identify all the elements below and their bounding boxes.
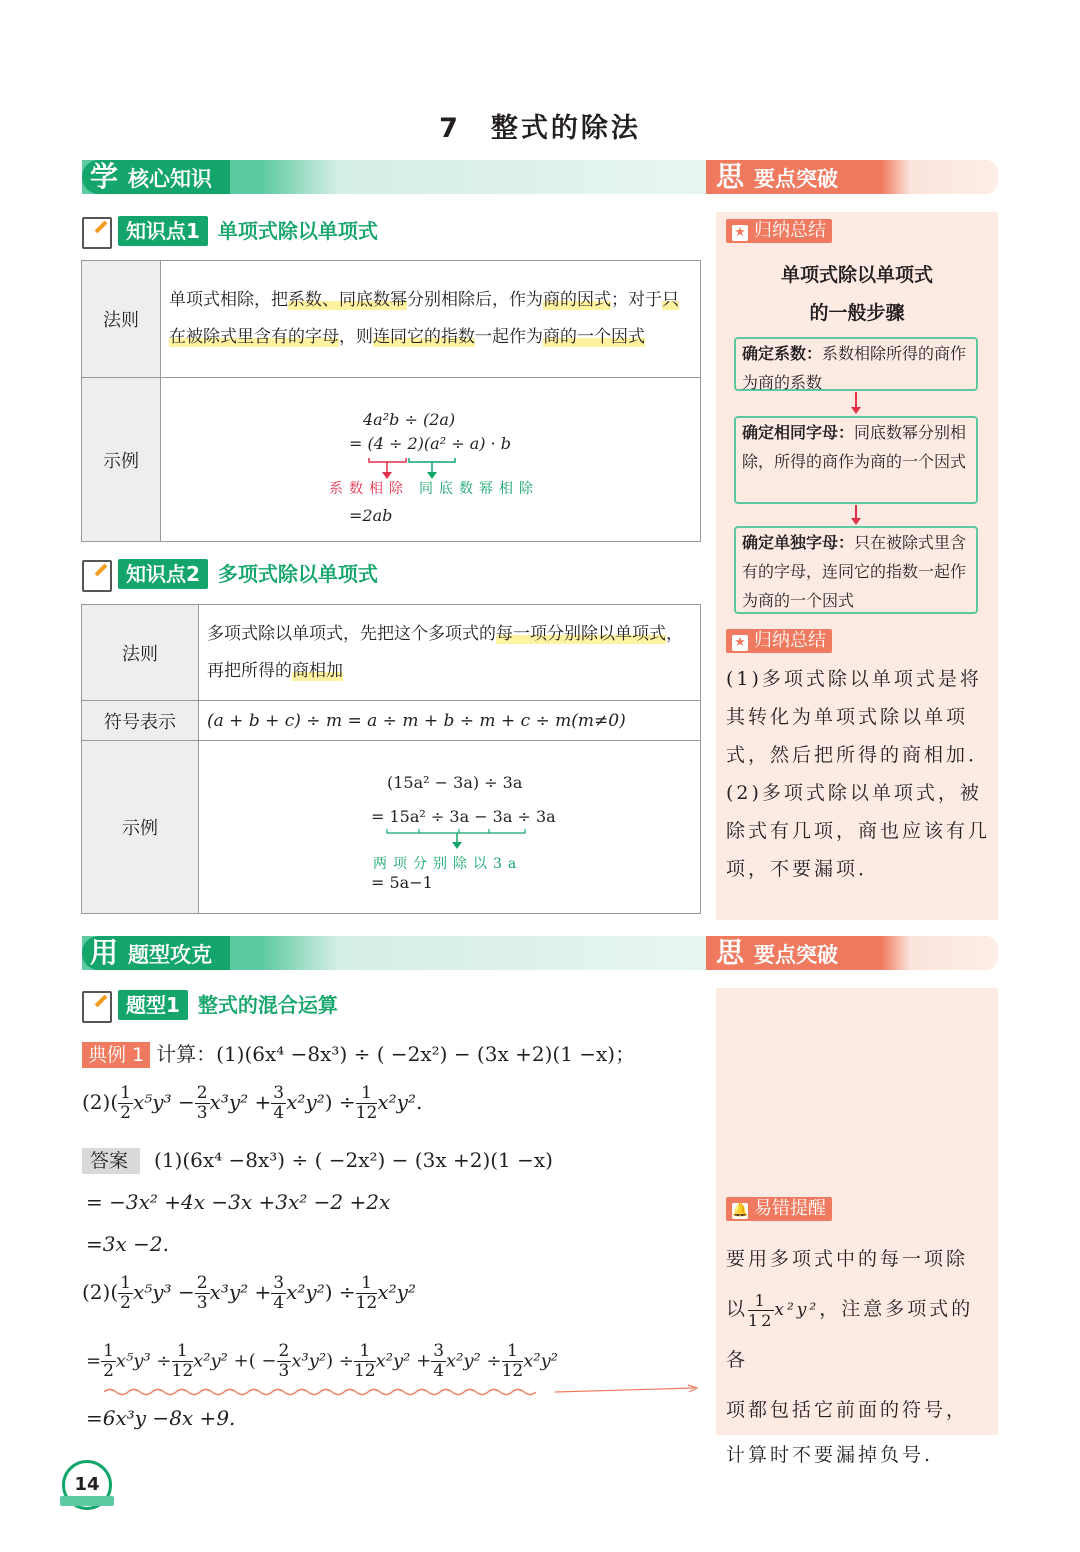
step-text: 同底数幂分别相除，所得的商作为商的一个因式 (742, 423, 967, 471)
banner-core-knowledge (82, 160, 722, 194)
rule-label: 法则 (82, 605, 199, 701)
banner-chip (716, 936, 838, 970)
text: 单项式相除，把 (169, 290, 288, 310)
fraction: $\frac{1}{12}$ (748, 1290, 775, 1330)
step-title: 确定相同字母： (742, 423, 855, 442)
banner-char: 思 (716, 160, 745, 193)
text: 多项式除以单项式，先把这个多项式的 (207, 623, 496, 644)
fraction: $\frac{1}{12}$ (353, 1341, 376, 1381)
kp-tag: 知识点2 (118, 559, 208, 589)
kp-title: 整式的混合运算 (197, 993, 338, 1017)
text: 分别相除后，作为 (407, 290, 543, 310)
kp-tag: 题型1 (118, 990, 188, 1020)
text: ，注意多项式的各 (726, 1298, 974, 1371)
fraction: $\frac{1}{12}$ (501, 1341, 524, 1381)
fraction: $\frac{1}{12}$ (171, 1341, 194, 1381)
text: ，则 (339, 327, 373, 347)
tag-label: 易错提醒 (754, 1198, 826, 1219)
kp-title: 单项式除以单项式 (217, 219, 378, 243)
wavy-underline-arrow (100, 1384, 700, 1398)
highlight: 每一项分别除以单项式 (496, 623, 666, 644)
fraction: $\frac{3}{4}$ (433, 1341, 445, 1381)
step-title: 确定系数： (742, 344, 823, 363)
example-cell (199, 741, 701, 914)
rule-text (161, 261, 701, 378)
example-tag: 典例 (88, 1044, 127, 1066)
page-title: 7 整式的除法 (439, 113, 641, 144)
answer-line-2: = −3x² +4x −3x +3x² −2 +2x (86, 1190, 391, 1214)
banner-char: 学 (90, 160, 119, 193)
highlight: 只在被除式里含有的字母 (169, 290, 679, 347)
step-title: 确定单独字母： (742, 533, 855, 552)
pen-notebook-icon (82, 991, 112, 1023)
kp-title: 多项式除以单项式 (217, 562, 378, 586)
kp1-table (81, 260, 701, 542)
example-question-1 (82, 1038, 635, 1068)
arrow-down-icon (855, 392, 857, 412)
ex-line: (15a² − 3a) ÷ 3a (387, 773, 523, 792)
highlight: 商相加 (292, 660, 343, 681)
kp-tag: 知识点1 (118, 216, 208, 246)
example-cell (161, 378, 701, 542)
step-text: 系数相除所得的商作为商的系数 (742, 344, 967, 392)
ex-notes (329, 478, 539, 498)
rule-label: 法则 (82, 261, 161, 378)
fraction: $\frac{2}{3}$ (196, 1273, 208, 1313)
banner-label: 要点突破 (754, 943, 839, 967)
page-number: 14 (62, 1460, 112, 1510)
mistake-line: 以 $\frac{1}{12}$ x²y²，注意多项式的各 (726, 1290, 974, 1371)
mistake-text (726, 1234, 992, 1475)
ex-note: 两项分别除以3a (373, 856, 523, 872)
symbol-text: (a + b + c) ÷ m = a ÷ m + b ÷ m + c ÷ m(m≠0) (199, 701, 701, 741)
q2-prefix: (2)( (82, 1090, 119, 1114)
mistake-line: 项都包括它前面的符号， (726, 1399, 969, 1421)
text: 以 (726, 1298, 749, 1320)
kp2-table (81, 604, 701, 914)
arrow-down-icon (855, 505, 857, 523)
note-red: 系数相除 (329, 481, 409, 497)
pen-notebook-icon (82, 217, 112, 249)
rule-text (199, 605, 701, 701)
highlight: 商的因式 (543, 290, 611, 310)
mistake-tag (726, 1197, 832, 1221)
heading-line: 的一般步骤 (809, 302, 905, 324)
answer-line-4: (2)( $\frac{1}{2}$ x⁵y³ − $\frac{2}{3}$ x³y² + $\frac{3}{4}$ x²y²) ÷ $\frac{1}{12}$ x²y² (82, 1273, 416, 1313)
banner-char: 思 (716, 936, 745, 969)
ex-line: = 15a² ÷ 3a − 3a ÷ 3a (371, 807, 556, 826)
answer-line-3: =3x −2. (86, 1232, 169, 1256)
fraction: $\frac{2}{3}$ (278, 1341, 290, 1381)
tag-label: 归纳总结 (754, 630, 826, 651)
fraction: $\frac{1}{12}$ (355, 1083, 378, 1123)
note-green: 同底数幂相除 (419, 481, 539, 497)
symbol-label: 符号表示 (82, 701, 199, 741)
highlight: 连同它的指数 (373, 327, 475, 347)
ex-line: =2ab (349, 506, 393, 525)
example-num: 1 (132, 1044, 145, 1066)
pen-notebook-icon (82, 560, 112, 592)
ex-line: 4a²b ÷ (2a) (363, 410, 456, 429)
mistake-line: 计算时不要漏掉负号. (726, 1444, 934, 1466)
banner-key-points-2 (706, 936, 998, 970)
banner-chip (82, 160, 230, 194)
question-text: 计算：(1)(6x⁴ −8x³) ÷ ( −2x²) − (3x +2)(1 −x)； (156, 1042, 636, 1066)
banner-question-types (82, 936, 722, 970)
banner-label: 题型攻克 (128, 943, 213, 967)
star-icon: ★ (732, 635, 748, 651)
banner-label: 要点突破 (754, 167, 839, 191)
knowledge-point-2-heading (82, 559, 378, 589)
knowledge-point-1-heading (82, 216, 378, 246)
heading-line: 单项式除以单项式 (780, 264, 933, 286)
fraction: $\frac{2}{3}$ (196, 1083, 208, 1123)
fraction: $\frac{1}{12}$ (355, 1273, 378, 1313)
bell-icon: 🔔 (732, 1203, 749, 1218)
highlight: 商的一个因式 (543, 327, 645, 347)
banner-label: 核心知识 (128, 167, 213, 191)
fraction: $\frac{3}{4}$ (273, 1273, 285, 1313)
text: ；对于 (611, 290, 662, 310)
fraction: $\frac{1}{2}$ (103, 1341, 114, 1381)
fraction: $\frac{3}{4}$ (273, 1083, 285, 1123)
text: 一起作为 (475, 327, 543, 347)
step-box-3 (734, 526, 978, 614)
fraction: $\frac{1}{2}$ (120, 1083, 131, 1123)
answer-line-1 (82, 1148, 553, 1174)
fraction: $\frac{1}{2}$ (120, 1273, 131, 1313)
answer-line-5: = $\frac{1}{2}$ x⁵y³ ÷ $\frac{1}{12}$ x²y² +( − $\frac{2}{3}$ x³y²) ÷ $\frac{1}{12}$ x²y² + $\frac{3}{4}$ x²y² ÷ $\frac{1}{12}$ x²y² (86, 1341, 558, 1381)
question-type-1-heading (82, 990, 338, 1020)
ex-line: = (4 ÷ 2)(a² ÷ a) · b (349, 434, 511, 453)
ex-line: = 5a−1 (371, 873, 433, 892)
example-question-2: (2)( $\frac{1}{2}$ x⁵y³ − $\frac{2}{3}$ x³y² + $\frac{3}{4}$ x²y²) ÷ $\frac{1}{12}$ x²y². (82, 1083, 423, 1123)
step-box-2 (734, 416, 978, 504)
summary-tag-2 (726, 629, 832, 653)
answer-tag: 答案 (82, 1148, 140, 1174)
banner-chip (82, 936, 230, 970)
step-box-1 (734, 337, 978, 391)
answer-text: (1)(6x⁴ −8x³) ÷ ( −2x²) − (3x +2)(1 −x) (154, 1148, 553, 1172)
a4-prefix: (2)( (82, 1280, 119, 1304)
text: ，再把所得的 (207, 623, 683, 681)
summary-tag-1 (726, 219, 832, 243)
ex-bracket (379, 827, 529, 853)
summary-text: (1)多项式除以单项式是将其转化为单项式除以单项式，然后把所得的商相加．(2)多项式除以单项式，被除式有几项，商也应该有几项，不要漏项． (726, 668, 991, 880)
example-label: 示例 (82, 378, 161, 542)
summary-heading (716, 256, 998, 332)
tag-label: 归纳总结 (754, 220, 826, 241)
page-number-base (60, 1496, 114, 1506)
highlight: 系数、同底数幂 (288, 290, 407, 310)
star-icon: ★ (732, 225, 748, 241)
example-label: 示例 (82, 741, 199, 914)
banner-chip (716, 160, 838, 194)
mistake-line: 要用多项式中的每一项除 (726, 1248, 969, 1270)
banner-key-points (706, 160, 998, 194)
answer-line-6: =6x³y −8x +9. (86, 1406, 236, 1430)
banner-char: 用 (90, 936, 119, 969)
step-text: 只在被除式里含有的字母，连同它的指数一起作为商的一个因式 (742, 533, 967, 610)
